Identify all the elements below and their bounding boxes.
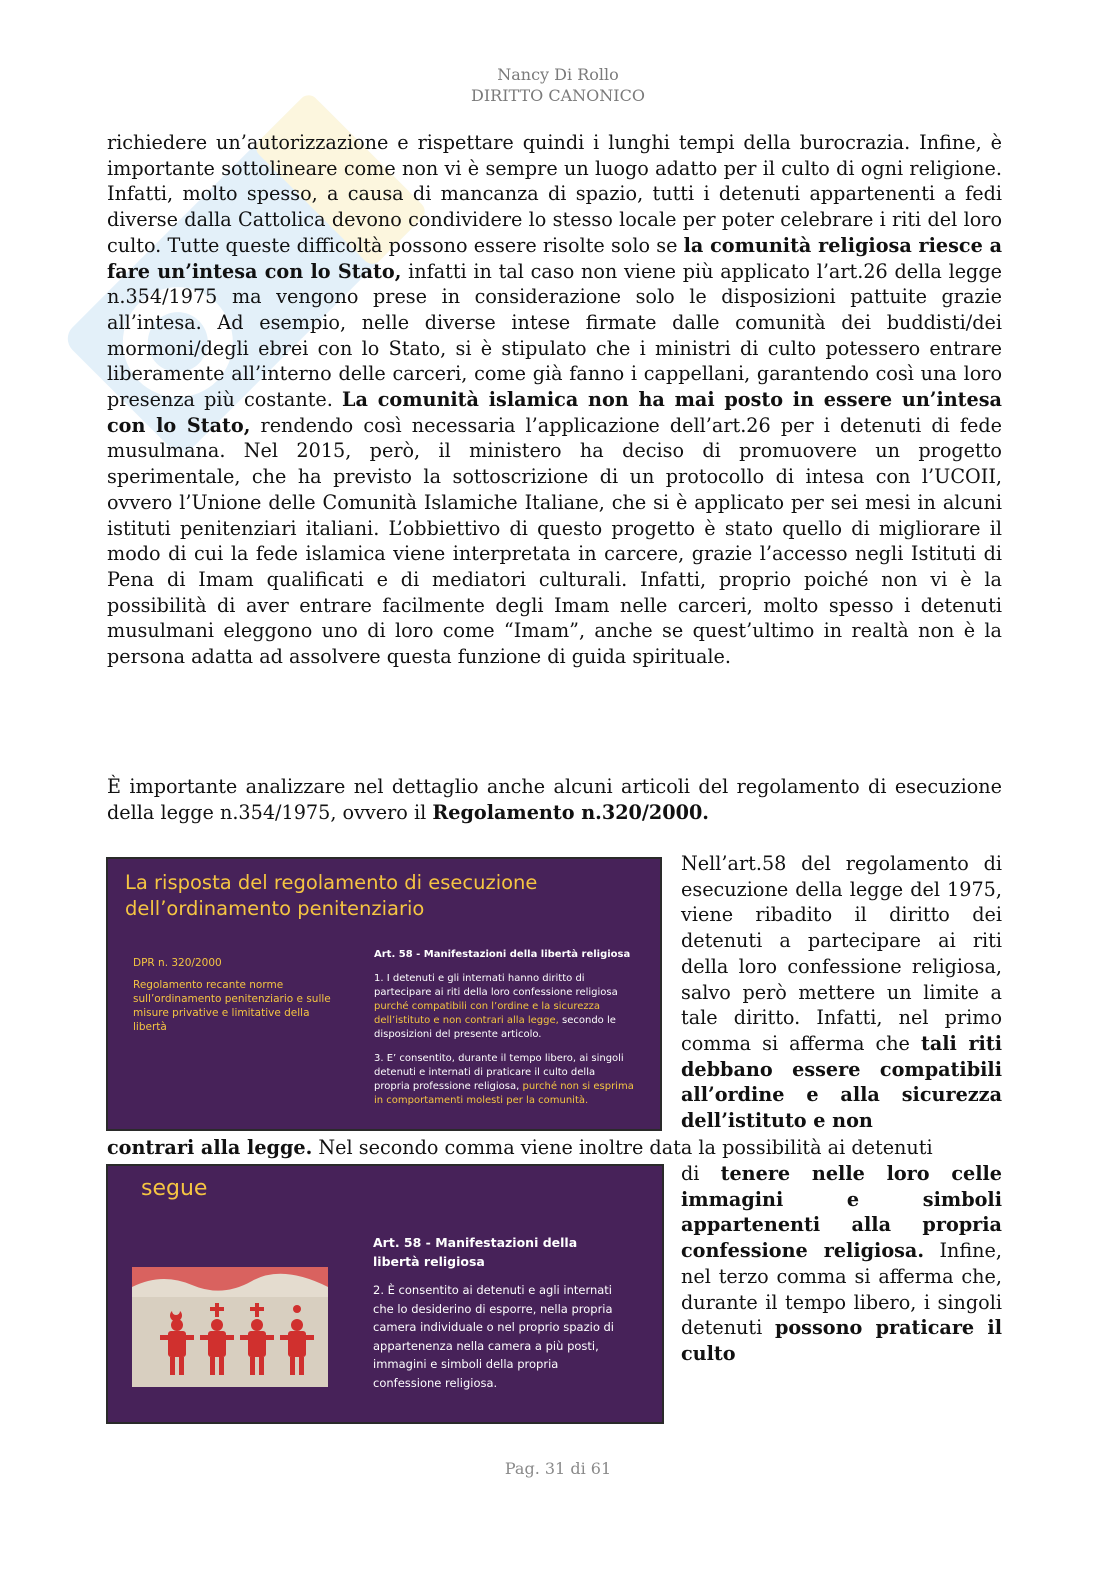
slide-segue: [106, 1164, 664, 1424]
header-course: DIRITTO CANONICO: [471, 86, 645, 105]
slide1-comma-1: [374, 972, 634, 1042]
side2-bold-1: tenere nelle loro celle immagini e simboli appartenenti alla propria confessione religiosa.: [681, 1162, 1002, 1263]
paragraph-secondo-comma: [107, 1135, 1002, 1161]
slide1-comma-3-highlight: purché non si esprima in comportamenti molesti per la comunità.: [374, 1081, 634, 1106]
slide1-title: La risposta del regolamento di esecuzione dell’ordinamento penitenziario: [125, 871, 538, 920]
slide1-comma-1-end: secondo le disposizioni del presente articolo.: [374, 1015, 616, 1040]
side1-bold-1: tali riti debbano essere compatibili all’ordine e alla sicurezza dell’istituto e non: [681, 1031, 1002, 1133]
p2-text-1: È importante analizzare nel dettaglio anche alcuni articoli del regolamento di esecuzione della legge n.354/1975, ovvero il: [107, 775, 1002, 824]
side-paragraph-art58: [681, 851, 1002, 1134]
p3-text-1: Nel secondo comma viene inoltre data la possibilità ai detenuti: [312, 1136, 933, 1159]
side-paragraph-secondo-comma: [681, 1161, 1002, 1367]
slide2-article-title: Art. 58 - Manifestazioni della libertà religiosa: [373, 1235, 578, 1269]
slide1-comma-3-text: 3. E’ consentito, durante il tempo libero, ai singoli detenuti e internati di praticare il culto della propria professione religiosa,: [374, 1053, 624, 1092]
slide1-comma-1-highlight: purché compatibili con l’ordine e la sicurezza dell’istituto e non contrari alla legge,: [374, 1001, 600, 1026]
slide1-description: Regolamento recante norme sull’ordinamento penitenziario e sulle misure privative e limitative della libertà: [133, 979, 331, 1033]
side2-text-2: Infine, nel terzo comma si afferma che, durante il tempo libero, i singoli detenuti: [681, 1239, 1002, 1340]
p1-text-1: richiedere un’autorizzazione e rispettare quindi i lunghi tempi della burocrazia. Infine, è importante sottolineare come non vi è sempre un luogo adatto per il culto di ogni religione. Infatti, molto spesso, a causa di mancanza di spazio, tutti i detenuti appartenenti a fedi diverse dalla Cattolica devono condividere lo stesso locale per poter celebrare i riti del loro culto. Tutte queste difficoltà possono essere risolte solo se: [107, 131, 1002, 257]
page-number: Pag. 31 di 61: [504, 1459, 612, 1478]
p2-bold-1: Regolamento n.320/2000.: [432, 800, 709, 824]
header-author: Nancy Di Rollo: [497, 65, 619, 84]
slide2-right-column: [373, 1233, 618, 1392]
slide1-left-column: [133, 956, 333, 1034]
slide-regolamento: [106, 857, 662, 1131]
side1-text-1: Nell’art.58 del regolamento di esecuzione della legge del 1975, viene ribadito il diritto dei detenuti a partecipare ai riti della loro confessione religiosa, salvo però mettere un limite a tale diritto. Infatti, nel primo comma si afferma che: [681, 852, 1002, 1055]
p1-bold-1: la comunità religiosa riesce a fare un’intesa con lo Stato,: [107, 233, 1003, 283]
slide1-article-title: Art. 58 - Manifestazioni della libertà religiosa: [374, 949, 631, 960]
p1-text-3: rendendo così necessaria l’applicazione dell’art.26 per i detenuti di fede musulmana. Nel 2015, però, il ministero ha deciso di promuovere un progetto sperimentale, che ha previsto la sottoscrizione di un protocollo di intesa con l’UCOII, ovvero l’Unione delle Comunità Islamiche Italiane, che si è applicato per sei mesi in alcuni istituti penitenziari italiani. L’obbiettivo di questo progetto è stato quello di migliorare il modo di cui la fede islamica viene interpretata in carcere, grazie l’accesso negli Istituti di Pena di Imam qualificati e di mediatori culturali. Infatti, proprio poiché non vi è la possibilità di aver entrare facilmente degli Imam nelle carceri, molto spesso i detenuti musulmani eleggono uno di loro come “Imam”, anche se quest’ultimo in realtà non è la persona adatta ad assolvere questa funzione di guida spirituale.: [107, 413, 1003, 669]
slide1-right-column: [374, 948, 634, 1108]
paragraph-intese: [107, 130, 1002, 670]
slide1-comma-1-text: 1. I detenuti e gli internati hanno diritto di partecipare ai riti della loro confessione religiosa: [374, 973, 618, 998]
slide1-comma-3: [374, 1052, 634, 1108]
slide2-comma-2: 2. È consentito ai detenuti e agli internati che lo desiderino di esporre, nella propria camera individuale o nel proprio spazio di appartenenza nella camera a più posti, immagini e simboli della propria confessione religiosa.: [373, 1283, 615, 1390]
paragraph-regolamento: [107, 774, 1002, 825]
side2-text-1: di: [681, 1162, 721, 1185]
slide1-dpr: DPR n. 320/2000: [133, 957, 222, 969]
religious-symbols-image: [132, 1267, 328, 1387]
p3-bold-1: contrari alla legge.: [107, 1136, 313, 1159]
slide2-title: segue: [141, 1176, 208, 1201]
side2-bold-2: possono praticare il culto: [681, 1316, 1002, 1365]
p1-text-2: infatti in tal caso non viene più applicato l’art.26 della legge n.354/1975 ma vengono prese in considerazione solo le disposizioni pattuite grazie all’intesa. Ad esempio, nelle diverse intese firmate dalle comunità dei buddisti/dei mormoni/degli ebrei con lo Stato, si è stipulato che i ministri di culto potessero entrare liberamente all’interno delle carceri, come già fanno i cappellani, garantendo così una loro presenza più costante.: [107, 259, 1002, 412]
page-header: [0, 64, 1116, 106]
p1-bold-2: La comunità islamica non ha mai posto in essere un’intesa con lo Stato,: [107, 388, 1002, 437]
